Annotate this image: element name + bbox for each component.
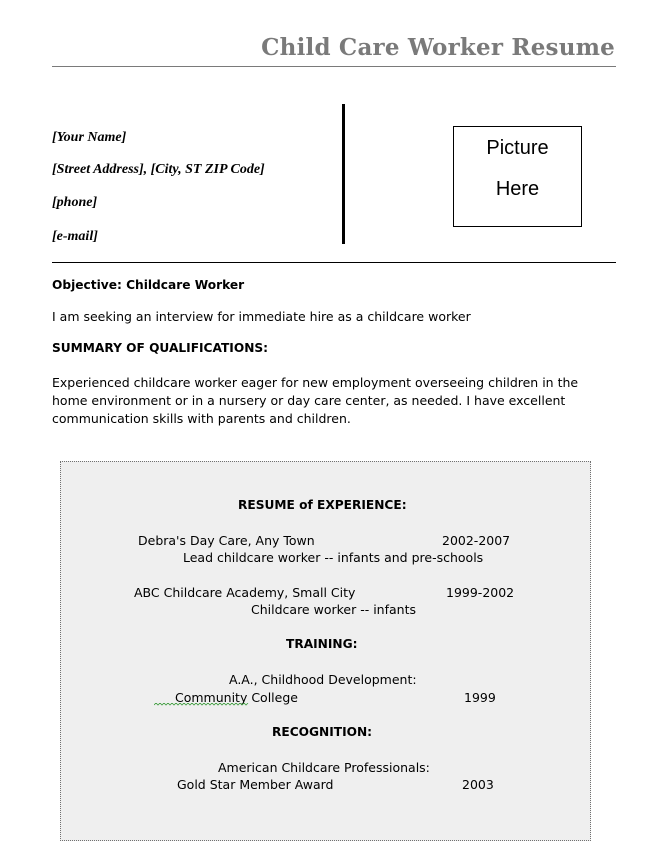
recognition-heading: RECOGNITION: [272,725,373,739]
training-degree: A.A., Childhood Development: [229,672,417,687]
objective-text: I am seeking an interview for immediate hire as a childcare worker [52,309,471,324]
job-1-employer: Debra's Day Care, Any Town [138,533,315,548]
recognition-award: Gold Star Member Award [177,777,334,792]
vertical-divider [342,104,345,244]
picture-label-line2: Here [495,178,540,200]
contact-phone: [phone] [52,195,98,210]
header-divider [52,262,616,263]
spellcheck-underline [154,703,249,706]
picture-label-line1: Picture [486,137,549,159]
title-divider [52,66,616,67]
job-1-role: Lead childcare worker -- infants and pre-schools [183,550,484,565]
training-school: Community College [175,690,298,705]
experience-heading: RESUME of EXPERIENCE: [238,498,407,512]
recognition-year: 2003 [462,777,494,792]
recognition-organization: American Childcare Professionals: [218,760,430,775]
job-1-years: 2002-2007 [442,533,511,548]
job-2-employer: ABC Childcare Academy, Small City [134,585,356,600]
job-2-years: 1999-2002 [446,585,515,600]
contact-address: [Street Address], [City, ST ZIP Code] [52,162,265,177]
training-year: 1999 [464,690,496,705]
summary-text: Experienced childcare worker eager for new employment overseeing children in the home environment or in a nursery or day care center, as needed. I have excellent communication skills with parents and children. [52,375,579,426]
contact-name: [Your Name] [52,130,127,145]
resume-title: Child Care Worker Resume [261,34,615,61]
job-2-role: Childcare worker -- infants [251,602,416,617]
summary-heading: SUMMARY OF QUALIFICATIONS: [52,341,269,355]
picture-placeholder [453,126,582,227]
objective-heading: Objective: Childcare Worker [52,278,245,292]
contact-email: [e-mail] [52,229,98,244]
training-heading: TRAINING: [286,637,358,651]
